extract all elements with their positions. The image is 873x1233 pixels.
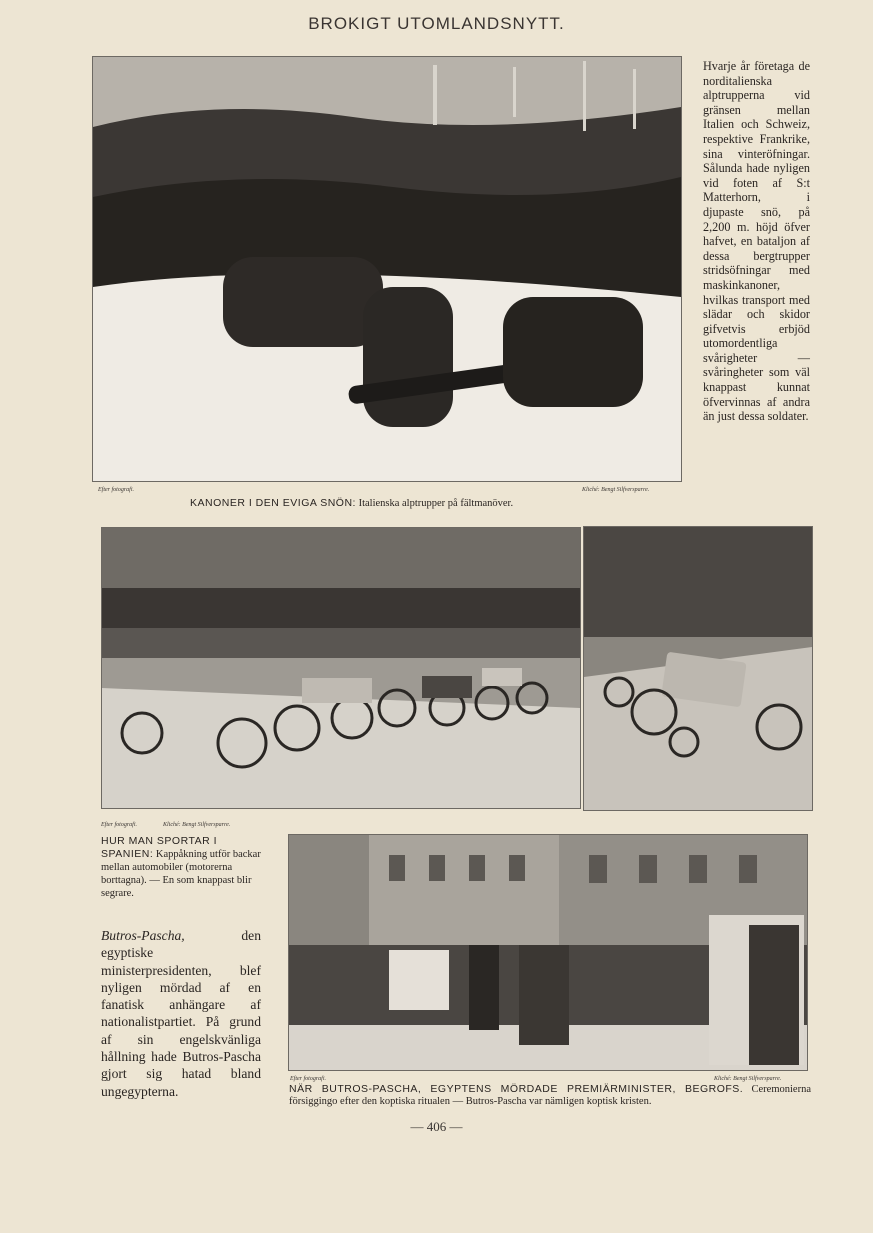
article-lead: Butros-Pascha, (101, 928, 185, 943)
caption-title: NÄR BUTROS-PASCHA, EGYPTENS MÖRDADE PREMIÄRMINISTER, BEGROFS. (289, 1083, 744, 1095)
photo-caption (101, 835, 263, 900)
caption-text: Kappåkning utför backar mellan automobiler (motorerna borttagna). — En som knappast blir segrare. (101, 849, 261, 899)
photo-caption (289, 1083, 811, 1108)
photo-credit: Efter fotografi. (101, 822, 137, 828)
photo-caption (190, 497, 610, 510)
caption-text: Italienska alptrupper på fältmanöver. (358, 498, 514, 509)
photo-crashed-car (583, 526, 813, 811)
photo-credit: Kliché: Bengt Silfversparre. (714, 1076, 782, 1082)
photo-alpine-troops (92, 56, 682, 482)
article-text (101, 927, 261, 1100)
page-number: — 406 — (410, 1119, 463, 1134)
photo-spain-race (101, 527, 581, 809)
photo-credit: Kliché: Bengt Silfversparre. (163, 822, 231, 828)
photo-credit: Kliché: Bengt Silfversparre. (582, 487, 650, 493)
page-title: BROKIGT UTOMLANDSNYTT. (308, 14, 565, 33)
photo-credit: Efter fotografi. (290, 1076, 326, 1082)
photo-credit: Efter fotografi. (98, 487, 134, 493)
sidebar-text: Hvarje år företaga de norditalienska alptrupperna vid gränsen mellan Italien och Schweiz, respektive Frankrike, sina vinteröfningar. Sålunda hade nyligen vid foten af S:t Matterhorn, i djupaste snö, på 2,200 m. höjd öfver hafvet, en bataljon af dessa bergtrupper stridsöfningar med maskinkanoner, hvilkas transport med slädar och skidor gifvetvis erbjöd utomordentliga svårigheter — svåringheter som väl knappast kunnat öfvervinnas af andra än just dessa soldater. (703, 59, 810, 424)
caption-title: KANONER I DEN EVIGA SNÖN: (190, 497, 356, 509)
article-body: den egyptiske ministerpresidenten, blef nyligen mördad af en fanatisk anhängare af nationalistpartiet. På grund af sin engelskvänliga hållning hade Butros-Pascha gjort sig hatad bland ungegypterna. (101, 928, 261, 1099)
caption-text: Ceremonierna försiggingo efter den koptiska ritualen — Butros-Pascha var nämligen koptisk kristen. (289, 1084, 811, 1107)
photo-funeral (288, 834, 808, 1071)
caption-title: HUR MAN SPORTAR I SPANIEN: (101, 835, 218, 860)
